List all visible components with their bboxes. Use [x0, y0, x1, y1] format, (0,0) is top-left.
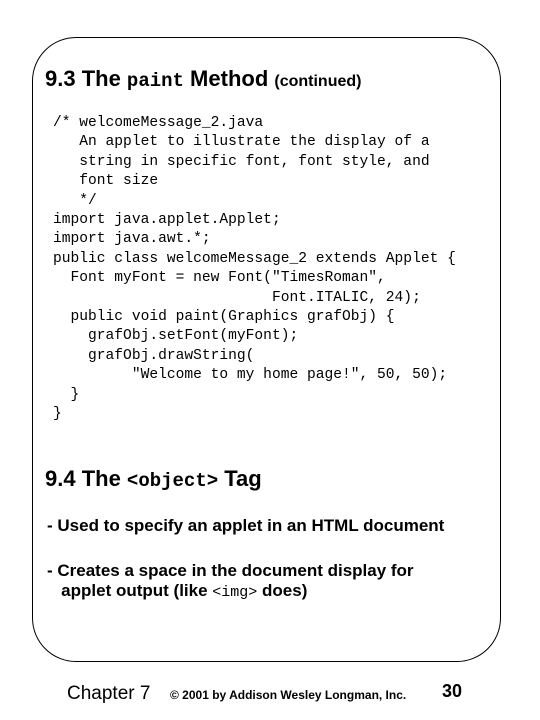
bullet-line: - Creates a space in the document display for [47, 561, 414, 580]
heading-suffix: (continued) [274, 73, 362, 90]
code-line: public class welcomeMessage_2 extends Applet { [53, 250, 456, 267]
bullet-text: does) [257, 581, 308, 600]
code-line: } [53, 386, 80, 403]
bullet-item-1: - Used to specify an applet in an HTML document [47, 516, 445, 535]
code-line: import java.awt.*; [53, 231, 211, 248]
code-line: "Welcome to my home page!", 50, 50); [53, 367, 448, 384]
bullet-code: <img> [212, 584, 258, 601]
bullet-item-2 [47, 561, 414, 603]
code-line: import java.applet.Applet; [53, 212, 281, 229]
code-line: } [53, 406, 62, 423]
code-line: grafObj.drawString( [53, 347, 255, 364]
code-line: Font myFont = new Font("TimesRoman", [53, 270, 386, 287]
code-line: Font.ITALIC, 24); [53, 289, 421, 306]
heading-word: Method [183, 66, 275, 91]
code-line: font size [53, 173, 159, 190]
code-line: /* welcomeMessage_2.java [53, 115, 264, 131]
bullet-text: applet output (like [61, 581, 213, 600]
section-heading-9-3 [45, 66, 361, 92]
section-heading-9-4 [45, 466, 262, 492]
code-block [53, 114, 456, 425]
code-line: */ [53, 192, 97, 209]
footer-chapter: Chapter 7 [67, 683, 151, 704]
heading-number: 9.4 The [45, 466, 127, 491]
code-line: grafObj.setFont(myFont); [53, 328, 299, 345]
footer-copyright: © 2001 by Addison Wesley Longman, Inc. [170, 688, 407, 702]
code-line: public void paint(Graphics grafObj) { [53, 309, 395, 326]
heading-word: Tag [218, 466, 262, 491]
page-number: 30 [442, 681, 463, 701]
heading-number: 9.3 The [45, 66, 127, 91]
heading-code: paint [126, 70, 184, 92]
code-line: An applet to illustrate the display of a [53, 134, 430, 151]
heading-code: <object> [126, 470, 219, 492]
code-line: string in specific font, font style, and [53, 153, 430, 170]
